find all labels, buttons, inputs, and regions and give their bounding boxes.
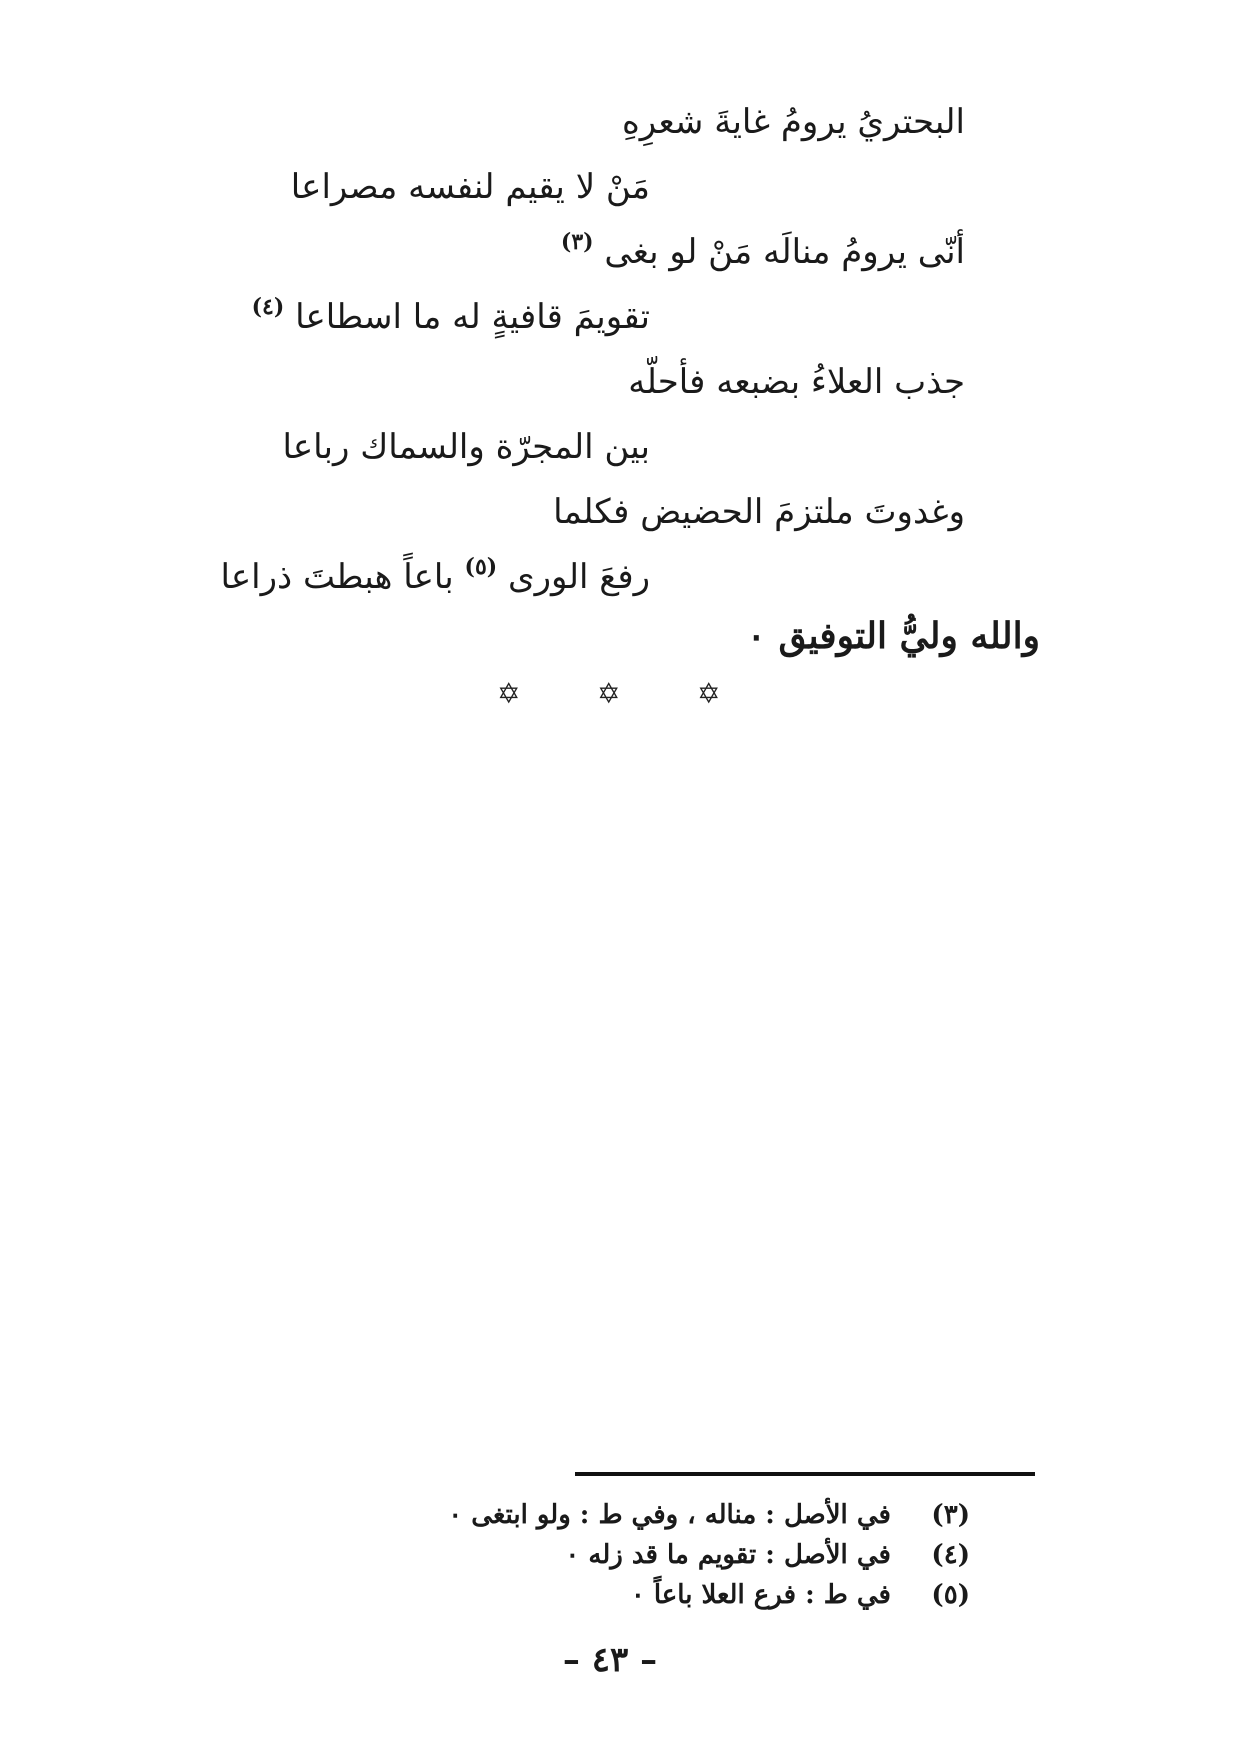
verse-line-5 xyxy=(628,362,965,402)
verse-text: بين المجرّة والسماك رباعا xyxy=(282,427,650,467)
page-number: – ٤٣ – xyxy=(562,1640,658,1680)
verse-text: مَنْ لا يقيم لنفسه مصراعا xyxy=(290,167,650,207)
footnote-marker: (٤) xyxy=(251,294,285,320)
verse-line-6 xyxy=(282,427,651,467)
verse-line-8 xyxy=(220,554,650,597)
verse-text: رفعَ الورى xyxy=(508,557,650,597)
verse-text: البحتريُ يرومُ غايةَ شعرِهِ xyxy=(621,102,965,142)
verse-line-1 xyxy=(621,102,965,142)
footnote-3 xyxy=(448,1500,970,1530)
verse-line-4 xyxy=(251,294,650,337)
star-icon: ✡ xyxy=(497,677,521,710)
verse-text-continued: باعاً هبطتَ ذراعا xyxy=(220,557,454,597)
footnote-text: في ط : فرع العلا باعاً ٠ xyxy=(630,1580,891,1610)
verse-line-7 xyxy=(553,492,965,532)
footnote-number: (٣) xyxy=(931,1500,970,1530)
footnote-number: (٥) xyxy=(931,1580,970,1610)
closing-line: والله وليُّ التوفيق ٠ xyxy=(746,615,1040,657)
footnote-5 xyxy=(631,1580,970,1610)
verse-line-3 xyxy=(560,229,965,272)
footnote-marker: (٥) xyxy=(464,554,498,580)
footnote-marker: (٣) xyxy=(560,229,594,255)
star-icon: ✡ xyxy=(697,677,721,710)
footnote-divider xyxy=(575,1472,1035,1476)
footnote-4 xyxy=(565,1540,970,1570)
footnote-text: في الأصل : مناله ، وفي ط : ولو ابتغى ٠ xyxy=(448,1500,891,1530)
verse-line-2 xyxy=(290,167,650,207)
footnote-text: في الأصل : تقويم ما قد زله ٠ xyxy=(565,1540,891,1570)
footnote-number: (٤) xyxy=(931,1540,970,1570)
star-icon: ✡ xyxy=(597,677,621,710)
star-ornament xyxy=(0,677,1240,720)
verse-text: تقويمَ قافيةٍ له ما اسطاعا xyxy=(295,297,650,337)
verse-text: جذب العلاءُ بضبعه فأحلّه xyxy=(628,362,965,402)
verse-text: أنّى يرومُ منالَه مَنْ لو بغى xyxy=(604,232,965,272)
verse-text: وغدوتَ ملتزمَ الحضيض فكلما xyxy=(553,492,965,532)
